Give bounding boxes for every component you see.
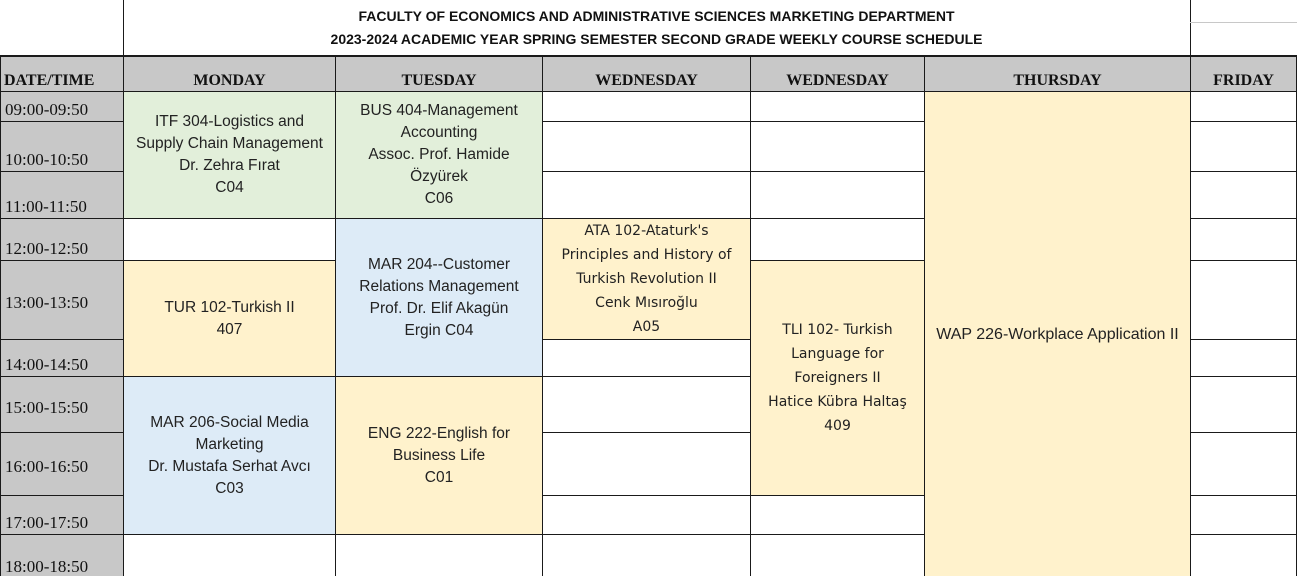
- header-thursday: THURSDAY: [924, 56, 1191, 92]
- schedule-title-line-1: FACULTY OF ECONOMICS AND ADMINISTRATIVE SCIENCES MARKETING DEPARTMENT: [358, 8, 955, 24]
- course-tli102: [750, 260, 925, 496]
- empty-cell: [542, 121, 751, 172]
- course-wap226: [924, 91, 1191, 576]
- empty-cell: [123, 218, 336, 261]
- time-slot: 15:00-15:50: [0, 376, 124, 433]
- course-line: C03: [215, 479, 244, 497]
- header-monday: MONDAY: [123, 56, 336, 92]
- course-line: Dr. Zehra Fırat: [179, 157, 280, 174]
- empty-cell: [542, 432, 751, 496]
- course-bus404: [335, 91, 543, 219]
- course-eng222: [335, 376, 543, 535]
- empty-cell: [542, 495, 751, 535]
- course-line: Supply Chain Management: [136, 135, 323, 152]
- title-area-left-blank: [0, 0, 124, 56]
- course-line: TUR 102-Turkish II: [164, 298, 295, 316]
- course-line: C04: [215, 179, 244, 196]
- time-slot: 16:00-16:50: [0, 432, 124, 496]
- schedule-title-line-2: 2023-2024 ACADEMIC YEAR SPRING SEMESTER SECOND GRADE WEEKLY COURSE SCHEDULE: [330, 31, 983, 47]
- course-line: Foreigners II: [794, 370, 881, 386]
- header-wednesday-1: WEDNESDAY: [542, 56, 751, 92]
- time-slot: 14:00-14:50: [0, 339, 124, 377]
- course-tur102: [123, 260, 336, 377]
- course-line: Principles and History of: [561, 247, 732, 263]
- empty-cell: [1190, 121, 1297, 172]
- empty-cell: [750, 218, 925, 261]
- empty-cell: [1190, 171, 1297, 219]
- course-line: Prof. Dr. Elif Akagün: [369, 299, 509, 317]
- course-line: Assoc. Prof. Hamide: [368, 146, 510, 163]
- course-line: Accounting: [400, 124, 478, 141]
- course-mar204: [335, 218, 543, 377]
- header-datetime: DATE/TIME: [0, 56, 124, 92]
- empty-cell: [750, 121, 925, 172]
- empty-cell: [1190, 339, 1297, 377]
- empty-cell: [1190, 91, 1297, 122]
- course-line: MAR 204--Customer: [367, 255, 511, 273]
- course-line: Language for: [791, 346, 884, 362]
- empty-cell: [1190, 376, 1297, 433]
- course-ata102: [542, 218, 751, 340]
- time-slot: 10:00-10:50: [0, 121, 124, 172]
- empty-cell: [542, 171, 751, 219]
- empty-cell: [123, 534, 336, 576]
- time-slot: 12:00-12:50: [0, 218, 124, 261]
- time-slot: 11:00-11:50: [0, 171, 124, 219]
- empty-cell: [1190, 432, 1297, 496]
- empty-cell: [1190, 218, 1297, 261]
- course-line: C01: [424, 468, 454, 486]
- empty-cell: [750, 91, 925, 122]
- course-line: Hatice Kübra Haltaş: [768, 394, 907, 410]
- course-line: TLI 102- Turkish: [782, 322, 893, 338]
- time-slot: 13:00-13:50: [0, 260, 124, 340]
- course-line: Ergin C04: [404, 321, 474, 339]
- empty-cell: [750, 534, 925, 576]
- course-mar206: [123, 376, 336, 535]
- course-line: C06: [424, 190, 454, 207]
- course-line: 407: [216, 320, 243, 338]
- title-area-right-blank: [1190, 0, 1297, 56]
- course-line: ITF 304-Logistics and: [154, 113, 305, 130]
- empty-cell: [542, 534, 751, 576]
- course-line: Business Life: [392, 446, 486, 464]
- empty-cell: [542, 339, 751, 377]
- empty-cell: [1190, 260, 1297, 340]
- course-line: BUS 404-Management: [360, 102, 518, 119]
- empty-cell: [335, 534, 543, 576]
- time-slot: 17:00-17:50: [0, 495, 124, 535]
- empty-cell: [1190, 534, 1297, 576]
- empty-cell: [542, 91, 751, 122]
- empty-cell: [542, 376, 751, 433]
- course-line: MAR 206-Social Media: [150, 413, 309, 431]
- header-tuesday: TUESDAY: [335, 56, 543, 92]
- header-friday: FRIDAY: [1190, 56, 1297, 92]
- course-line: ENG 222-English for: [367, 424, 511, 442]
- course-line: WAP 226-Workplace Application II: [936, 326, 1179, 343]
- course-line: Relations Management: [359, 277, 519, 295]
- course-line: A05: [632, 319, 661, 335]
- course-line: Turkish Revolution II: [576, 271, 717, 287]
- empty-cell: [750, 495, 925, 535]
- course-itf304: [123, 91, 336, 219]
- course-line: Cenk Mısıroğlu: [595, 295, 698, 311]
- course-line: Özyürek: [410, 168, 468, 185]
- empty-cell: [1190, 495, 1297, 535]
- course-line: 409: [824, 418, 851, 434]
- empty-cell: [750, 171, 925, 219]
- header-wednesday-2: WEDNESDAY: [750, 56, 925, 92]
- course-line: ATA 102-Ataturk's: [584, 223, 709, 239]
- course-line: Dr. Mustafa Serhat Avcı: [148, 457, 311, 475]
- time-slot: 18:00-18:50: [0, 534, 124, 576]
- course-line: Marketing: [195, 435, 264, 453]
- time-slot: 09:00-09:50: [0, 91, 124, 122]
